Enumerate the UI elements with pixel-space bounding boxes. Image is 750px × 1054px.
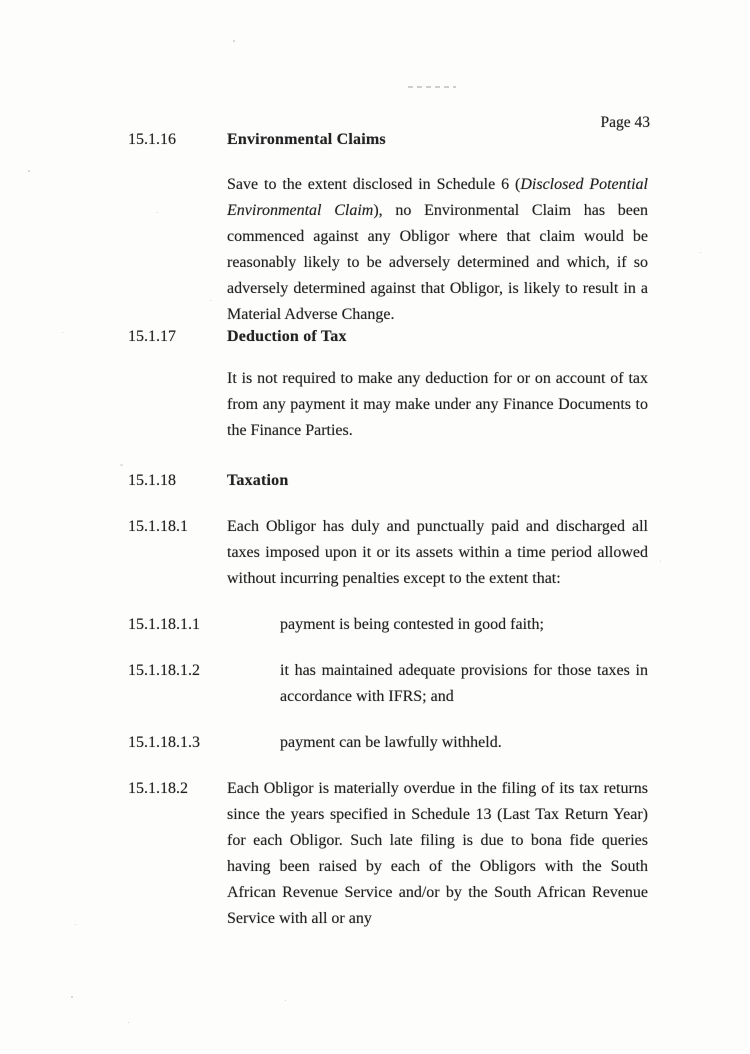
clause-body-text: Each Obligor is materially overdue in the filing of its tax returns since the years specified in Schedule 13 (Last Tax Return Year) for each Obligor. Such late filing is due to bona fide queries having been raised by each of the Obligors with the South African Revenue Service and/or by the South African Revenue Service with all or any xyxy=(227,780,648,927)
clause-number: 15.1.18 xyxy=(128,472,176,489)
clause-body-segment: ), no Environmental Claim has been commenced against any Obligor where that claim would be reasonably likely to be adversely determined and which, if so adversely determined against that Obligor, is likely to result in a Material Adverse Change. xyxy=(227,202,648,323)
clause-body-row-15-1-18-1-3 xyxy=(128,730,648,756)
clause-number: 15.1.18.1.1 xyxy=(128,616,200,633)
page-number: Page 43 xyxy=(600,114,650,131)
scan-speck xyxy=(700,252,701,253)
clause-heading-row-15-1-18 xyxy=(128,468,648,494)
scan-speck xyxy=(71,996,73,998)
clause-body-row-15-1-16 xyxy=(128,172,648,328)
clause-heading: Environmental Claims xyxy=(227,131,386,148)
clause-number: 15.1.16 xyxy=(128,131,176,148)
clause-body-row-15-1-18-1-2 xyxy=(128,658,648,710)
clause-number: 15.1.17 xyxy=(128,328,176,345)
scan-speck xyxy=(233,40,235,42)
scan-speck xyxy=(75,924,76,925)
clause-heading: Deduction of Tax xyxy=(227,328,347,345)
clause-body-text: It is not required to make any deduction for or on account of tax from any payment it may make under any Finance Documents to the Finance Parties. xyxy=(227,370,648,439)
clause-body-row-15-1-17 xyxy=(128,366,648,444)
clause-body-text: payment is being contested in good faith; xyxy=(280,616,544,633)
clause-body-text: Each Obligor has duly and punctually paid and discharged all taxes imposed upon it or its assets within a time period allowed without incurring penalties except to the extent that: xyxy=(227,518,648,587)
scan-speck xyxy=(128,1022,129,1023)
scan-artifact-dash xyxy=(408,86,456,88)
clause-number: 15.1.18.1.3 xyxy=(128,734,200,751)
clause-body-italic-segment: Disclosed Potential Environmental Claim xyxy=(227,176,648,219)
scan-speck xyxy=(285,1000,286,1001)
clause-heading: Taxation xyxy=(227,472,289,489)
scan-speck xyxy=(660,560,661,562)
clause-body-text: it has maintained adequate provisions for those taxes in accordance with IFRS; and xyxy=(280,662,648,705)
clause-number: 15.1.18.2 xyxy=(128,780,188,797)
clause-body-row-15-1-18-1-1 xyxy=(128,612,648,638)
scan-speck xyxy=(62,332,63,333)
clause-heading-row-15-1-17 xyxy=(128,324,648,350)
scan-speck xyxy=(28,170,30,172)
clause-body-row-15-1-18-1 xyxy=(128,514,648,592)
clause-body-row-15-1-18-2 xyxy=(128,776,648,932)
clause-number: 15.1.18.1.2 xyxy=(128,662,200,679)
clause-body-segment: Save to the extent disclosed in Schedule 6 ( xyxy=(227,176,521,193)
clause-number: 15.1.18.1 xyxy=(128,518,188,535)
scan-speck xyxy=(120,464,123,466)
clause-body-text: payment can be lawfully withheld. xyxy=(280,734,502,751)
clause-body-text xyxy=(227,172,648,328)
clause-heading-row-15-1-16 xyxy=(128,127,648,153)
